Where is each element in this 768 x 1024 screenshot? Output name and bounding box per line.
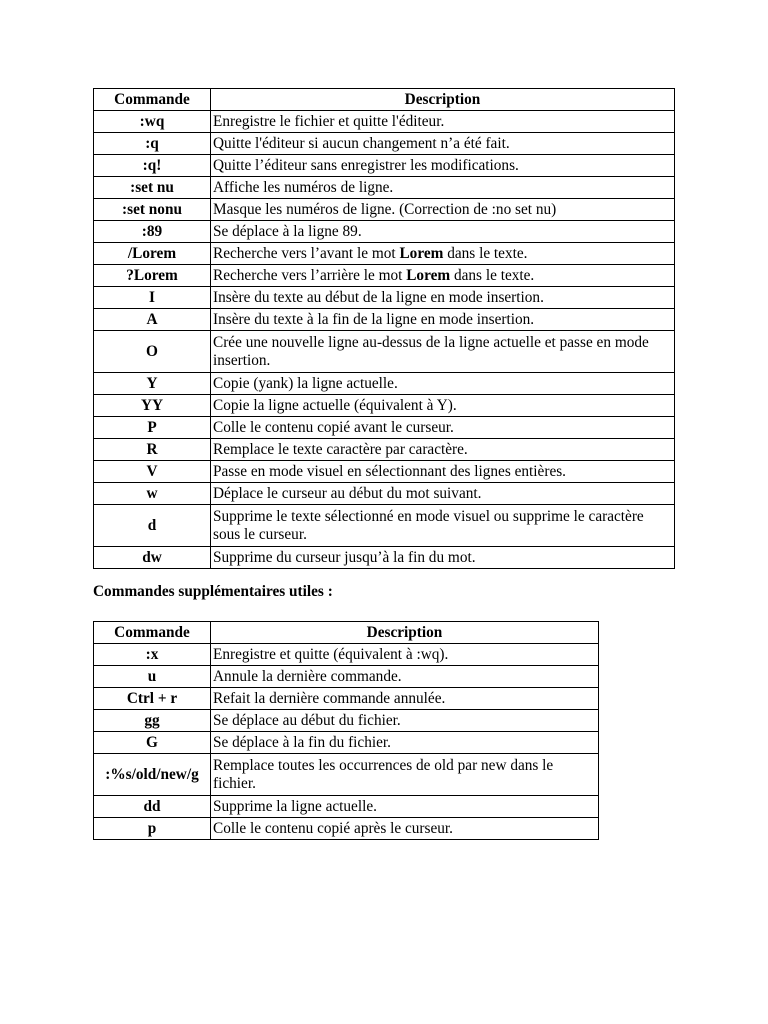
table-row (94, 666, 599, 688)
description-text: Recherche vers l’avant le mot (213, 244, 400, 262)
table-row (94, 754, 599, 796)
table-row (94, 796, 599, 818)
command-cell: w (94, 483, 211, 505)
command-cell: u (94, 666, 211, 688)
command-cell: :set nonu (94, 199, 211, 221)
command-cell: R (94, 439, 211, 461)
description-cell: Crée une nouvelle ligne au-dessus de la ligne actuelle et passe en mode insertion. (211, 331, 675, 373)
table-row (94, 505, 675, 547)
description-cell (211, 243, 675, 265)
command-cell: A (94, 309, 211, 331)
command-cell: gg (94, 710, 211, 732)
description-cell: Colle le contenu copié avant le curseur. (211, 417, 675, 439)
description-cell: Quitte l'éditeur si aucun changement n’a été fait. (211, 133, 675, 155)
table-row (94, 688, 599, 710)
table-row (94, 155, 675, 177)
extra-commands-table (93, 621, 599, 840)
description-cell: Supprime la ligne actuelle. (211, 796, 599, 818)
table-row (94, 221, 675, 243)
description-cell: Insère du texte au début de la ligne en mode insertion. (211, 287, 675, 309)
table-header-row (94, 622, 599, 644)
table-row (94, 483, 675, 505)
description-cell: Quitte l’éditeur sans enregistrer les modifications. (211, 155, 675, 177)
command-cell: /Lorem (94, 243, 211, 265)
description-text: dans le texte. (443, 244, 528, 262)
command-cell: :q! (94, 155, 211, 177)
description-cell: Remplace le texte caractère par caractère. (211, 439, 675, 461)
description-text: dans le texte. (450, 266, 535, 284)
table-row (94, 461, 675, 483)
description-cell: Enregistre et quitte (équivalent à :wq). (211, 644, 599, 666)
command-cell: :set nu (94, 177, 211, 199)
command-cell: :x (94, 644, 211, 666)
description-cell: Déplace le curseur au début du mot suivant. (211, 483, 675, 505)
command-cell: Y (94, 373, 211, 395)
table-row (94, 287, 675, 309)
column-header-description: Description (211, 89, 675, 111)
description-cell: Copie la ligne actuelle (équivalent à Y). (211, 395, 675, 417)
command-cell: dw (94, 547, 211, 569)
vim-commands-table (93, 88, 675, 569)
command-cell: d (94, 505, 211, 547)
table-row (94, 732, 599, 754)
table-row (94, 309, 675, 331)
command-cell: V (94, 461, 211, 483)
description-cell: Masque les numéros de ligne. (Correction de :no set nu) (211, 199, 675, 221)
command-cell: :wq (94, 111, 211, 133)
table-row (94, 243, 675, 265)
table-row (94, 818, 599, 840)
command-cell: :%s/old/new/g (94, 754, 211, 796)
emphasized-word: Lorem (406, 266, 451, 284)
description-cell: Remplace toutes les occurrences de old par new dans le fichier. (211, 754, 599, 796)
column-header-description: Description (211, 622, 599, 644)
emphasized-word: Lorem (399, 244, 444, 262)
command-cell: p (94, 818, 211, 840)
description-cell: Refait la dernière commande annulée. (211, 688, 599, 710)
table-row (94, 177, 675, 199)
description-cell: Annule la dernière commande. (211, 666, 599, 688)
section-heading: Commandes supplémentaires utiles : (93, 583, 333, 600)
table-row (94, 710, 599, 732)
command-cell: P (94, 417, 211, 439)
description-cell (211, 265, 675, 287)
table-row (94, 417, 675, 439)
description-cell: Passe en mode visuel en sélectionnant des lignes entières. (211, 461, 675, 483)
column-header-command: Commande (94, 622, 211, 644)
command-cell: G (94, 732, 211, 754)
column-header-command: Commande (94, 89, 211, 111)
description-cell: Supprime du curseur jusqu’à la fin du mot. (211, 547, 675, 569)
table-row (94, 331, 675, 373)
command-cell: :89 (94, 221, 211, 243)
table-row (94, 265, 675, 287)
command-cell: Ctrl + r (94, 688, 211, 710)
command-cell: ?Lorem (94, 265, 211, 287)
description-cell: Enregistre le fichier et quitte l'éditeur. (211, 111, 675, 133)
table-header-row (94, 89, 675, 111)
table-row (94, 373, 675, 395)
description-text: Recherche vers l’arrière le mot (213, 266, 407, 284)
description-cell: Colle le contenu copié après le curseur. (211, 818, 599, 840)
table-row (94, 644, 599, 666)
table-row (94, 111, 675, 133)
description-cell: Se déplace au début du fichier. (211, 710, 599, 732)
description-cell: Insère du texte à la fin de la ligne en mode insertion. (211, 309, 675, 331)
table-row (94, 439, 675, 461)
table-row (94, 395, 675, 417)
command-cell: :q (94, 133, 211, 155)
description-cell: Copie (yank) la ligne actuelle. (211, 373, 675, 395)
command-cell: YY (94, 395, 211, 417)
table-row (94, 199, 675, 221)
description-cell: Supprime le texte sélectionné en mode visuel ou supprime le caractère sous le curseur. (211, 505, 675, 547)
description-cell: Se déplace à la fin du fichier. (211, 732, 599, 754)
description-cell: Se déplace à la ligne 89. (211, 221, 675, 243)
command-cell: O (94, 331, 211, 373)
command-cell: dd (94, 796, 211, 818)
description-cell: Affiche les numéros de ligne. (211, 177, 675, 199)
command-cell: I (94, 287, 211, 309)
table-row (94, 133, 675, 155)
table-row (94, 547, 675, 569)
